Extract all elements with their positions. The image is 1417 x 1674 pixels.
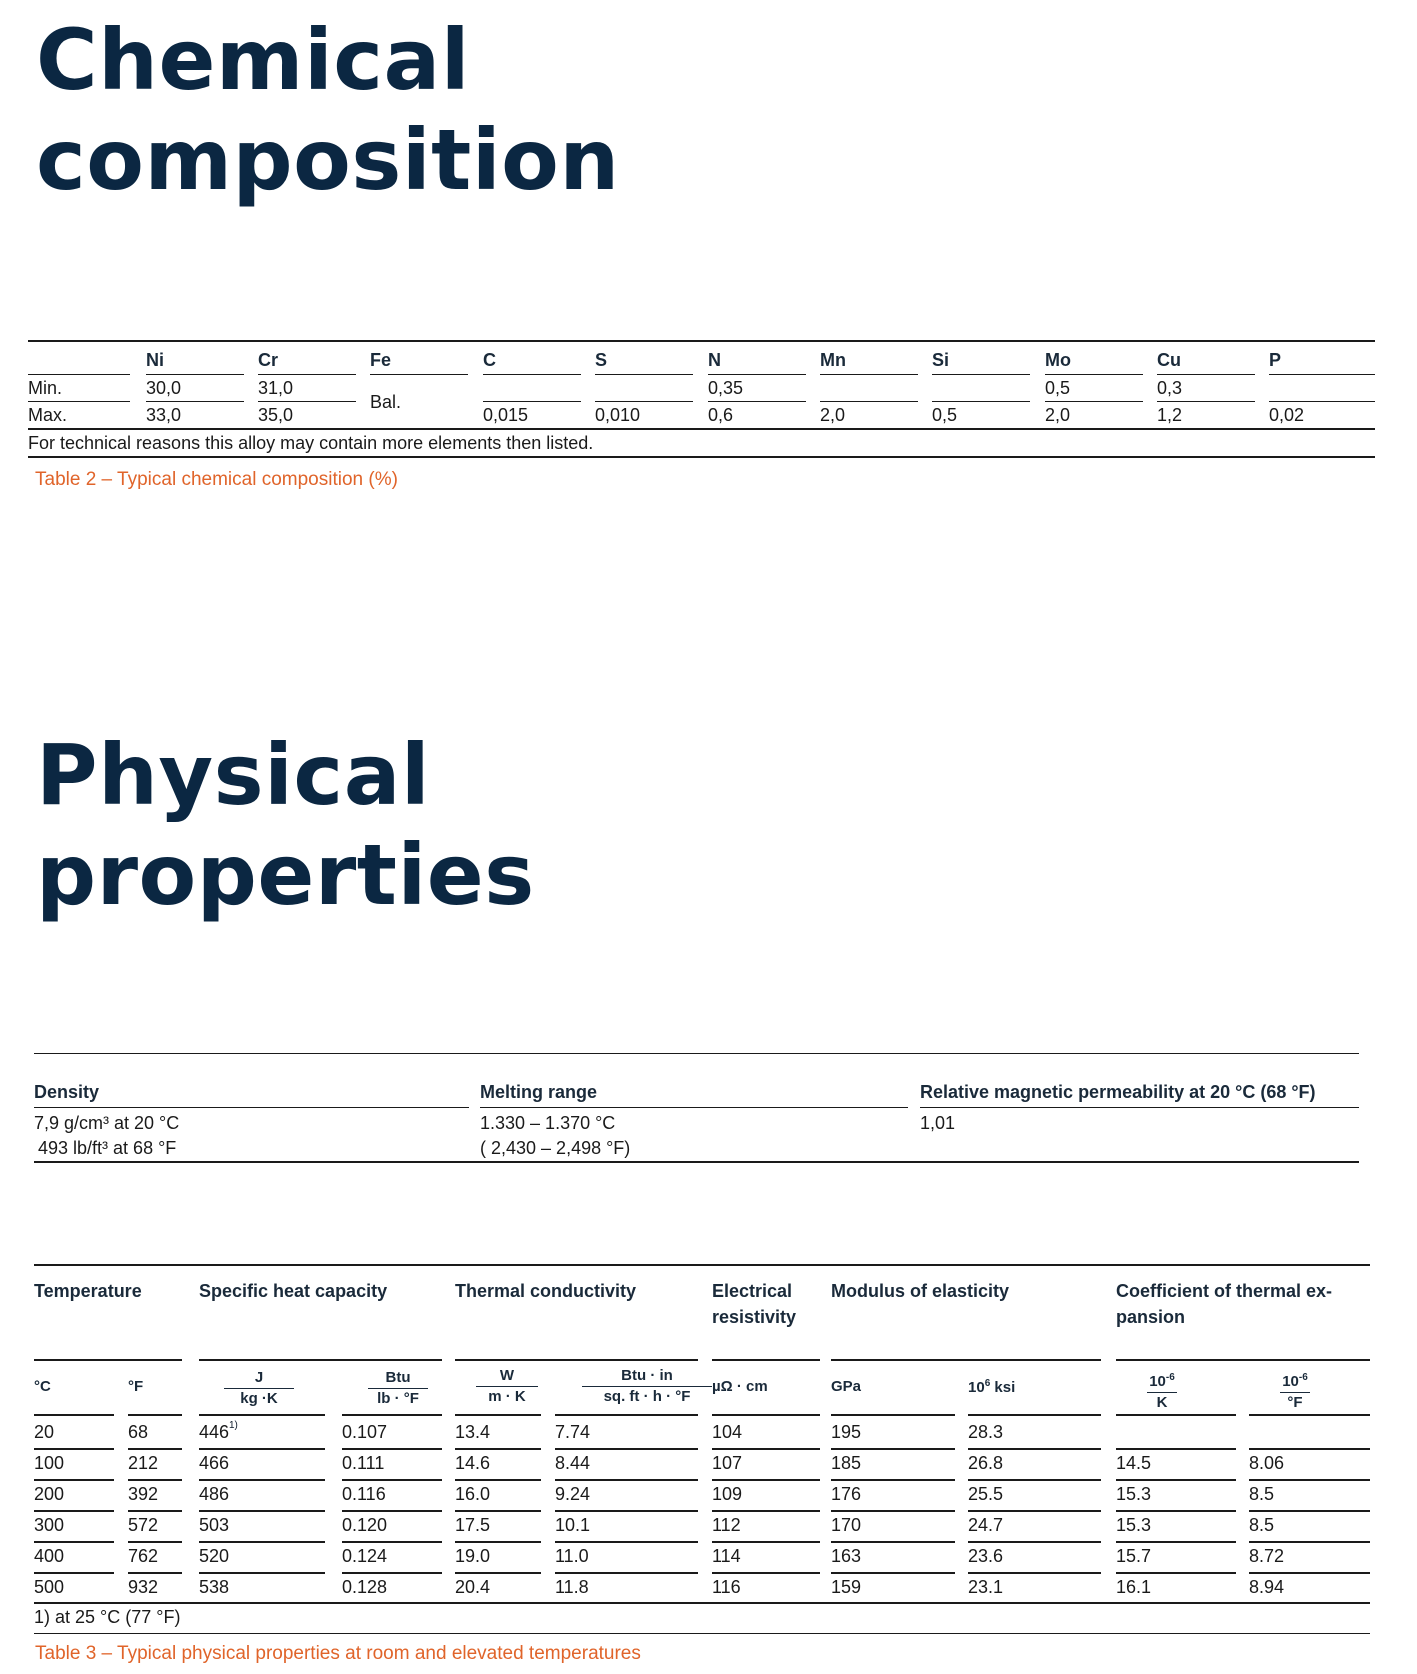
- unit-fahrenheit: °F: [128, 1378, 144, 1395]
- row-divider: [455, 1448, 541, 1450]
- header-electrical-resistivity-line1: Electrical: [712, 1281, 793, 1301]
- basic-physical-properties-table: [34, 1053, 1359, 1165]
- cell-c: 500: [34, 1577, 65, 1597]
- row-divider: [555, 1572, 698, 1574]
- header-thermal-expansion-line1: Coefficient of thermal ex-: [1116, 1281, 1333, 1301]
- row-divider: [968, 1572, 1101, 1574]
- cell-ef: 8.72: [1249, 1546, 1285, 1566]
- max-p: 0,02: [1269, 405, 1305, 425]
- row-divider: [34, 1510, 114, 1512]
- cell-gpa: 163: [831, 1546, 862, 1566]
- min-cu: 0,3: [1157, 378, 1183, 398]
- col-header-fe: Fe: [370, 350, 392, 370]
- cell-gpa: 185: [831, 1453, 862, 1473]
- max-n: 0,6: [708, 405, 734, 425]
- row-divider: [455, 1541, 541, 1543]
- row-divider: [1116, 1448, 1236, 1450]
- cell-ek: 15.3: [1116, 1484, 1152, 1504]
- row-divider: [128, 1572, 182, 1574]
- row-divider: [199, 1479, 325, 1481]
- row-divider: [1249, 1510, 1370, 1512]
- row-divider: [712, 1448, 820, 1450]
- cell-f: 762: [128, 1546, 159, 1566]
- row-divider: [342, 1448, 442, 1450]
- unit-btuin-per-sqfthf: [582, 1366, 712, 1407]
- row-divider: [199, 1448, 325, 1450]
- cell-j: 503: [199, 1515, 230, 1535]
- cell-ef: 8.5: [1249, 1484, 1275, 1504]
- cell-btu: 0.120: [342, 1515, 388, 1535]
- col-header-p: P: [1269, 350, 1282, 370]
- cell-gpa: 176: [831, 1484, 862, 1504]
- density-header: Density: [34, 1082, 100, 1102]
- row-divider: [34, 1448, 114, 1450]
- row-divider: [455, 1479, 541, 1481]
- max-ni: 33,0: [146, 405, 182, 425]
- col-header-mn: Mn: [820, 350, 846, 370]
- unit-expansion-k-exponent: -6: [1165, 1372, 1175, 1383]
- cell-f: 572: [128, 1515, 159, 1535]
- cell-j: 446: [199, 1422, 230, 1442]
- cell-w: 13.4: [455, 1422, 491, 1442]
- row-divider: [342, 1510, 442, 1512]
- unit-celsius: °C: [34, 1378, 51, 1395]
- max-cr: 35,0: [258, 405, 294, 425]
- unit-expansion-k-numerator: [1147, 1368, 1177, 1393]
- cell-c: 20: [34, 1422, 55, 1442]
- row-divider: [968, 1510, 1101, 1512]
- row-divider: [831, 1448, 955, 1450]
- row-divider: [1116, 1572, 1236, 1574]
- chemical-composition-title-line2: composition: [36, 111, 620, 209]
- permeability-header: Relative magnetic permeability at 20 °C (68 °F): [920, 1082, 1316, 1102]
- unit-btuin-denominator: sq. ft · h · °F: [603, 1388, 691, 1405]
- min-cr: 31,0: [258, 378, 294, 398]
- cell-btu: 0.128: [342, 1577, 388, 1597]
- unit-w-numerator: W: [476, 1366, 538, 1387]
- cell-gpa: 195: [831, 1422, 862, 1442]
- cell-ksi: 23.6: [968, 1546, 1004, 1566]
- row-divider: [968, 1448, 1101, 1450]
- cell-ek: 14.5: [1116, 1453, 1152, 1473]
- min-mo: 0,5: [1045, 378, 1071, 398]
- unit-expansion-k-denominator: K: [1156, 1394, 1168, 1411]
- cell-ksi: 23.1: [968, 1577, 1004, 1597]
- cell-j: 538: [199, 1577, 230, 1597]
- row-divider: [455, 1510, 541, 1512]
- cell-res: 107: [712, 1453, 743, 1473]
- row-divider: [342, 1572, 442, 1574]
- row-divider: [128, 1510, 182, 1512]
- max-cu: 1,2: [1157, 405, 1183, 425]
- cell-w: 16.0: [455, 1484, 491, 1504]
- table3-footnote: 1) at 25 °C (77 °F): [34, 1607, 181, 1627]
- unit-ksi: [968, 1378, 1015, 1396]
- row-divider: [342, 1479, 442, 1481]
- row-label-min: Min.: [28, 378, 63, 398]
- row-divider: [555, 1479, 698, 1481]
- row-divider: [128, 1448, 182, 1450]
- unit-microohm-cm: µΩ · cm: [712, 1378, 768, 1395]
- header-modulus-of-elasticity: Modulus of elasticity: [831, 1281, 1010, 1301]
- header-electrical-resistivity-line2: resistivity: [712, 1307, 797, 1327]
- row-divider: [34, 1541, 114, 1543]
- col-header-mo: Mo: [1045, 350, 1071, 370]
- unit-btuin-numerator: Btu · in: [582, 1366, 712, 1387]
- row-divider: [199, 1510, 325, 1512]
- unit-ksi-exponent: 6: [984, 1378, 991, 1389]
- footnote-marker: 1): [229, 1420, 238, 1431]
- row-divider: [342, 1541, 442, 1543]
- row-divider: [199, 1572, 325, 1574]
- physical-properties-table: [34, 1264, 1370, 1634]
- cell-w: 17.5: [455, 1515, 491, 1535]
- col-header-n: N: [708, 350, 721, 370]
- max-mo: 2,0: [1045, 405, 1071, 425]
- cell-res: 116: [712, 1577, 741, 1597]
- cell-ek: 15.7: [1116, 1546, 1152, 1566]
- row-divider: [555, 1541, 698, 1543]
- cell-f: 68: [128, 1422, 149, 1442]
- density-value-metric: 7,9 g/cm³ at 20 °C: [34, 1113, 180, 1133]
- cell-ksi: 28.3: [968, 1422, 1004, 1442]
- row-divider: [34, 1572, 114, 1574]
- unit-ksi-label: ksi: [990, 1379, 1016, 1396]
- unit-expansion-f-numerator: [1280, 1368, 1310, 1393]
- row-divider: [831, 1572, 955, 1574]
- table3-caption: Table 3 – Typical physical properties at room and elevated temperatures: [35, 1643, 641, 1664]
- cell-res: 104: [712, 1422, 743, 1442]
- cell-res: 112: [712, 1515, 741, 1535]
- row-divider: [128, 1541, 182, 1543]
- row-divider: [1116, 1510, 1236, 1512]
- unit-expansion-f-base: 10: [1282, 1373, 1299, 1390]
- cell-btuin: 8.44: [555, 1453, 591, 1473]
- unit-expansion-per-k: [1147, 1368, 1177, 1413]
- unit-expansion-per-f: [1280, 1368, 1310, 1413]
- row-label-max: Max.: [28, 405, 68, 425]
- header-temperature: Temperature: [34, 1281, 142, 1301]
- cell-j: 520: [199, 1546, 230, 1566]
- row-divider: [712, 1541, 820, 1543]
- cell-c: 100: [34, 1453, 65, 1473]
- unit-btu-numerator: Btu: [368, 1368, 428, 1389]
- unit-expansion-k-base: 10: [1149, 1373, 1166, 1390]
- cell-ksi: 24.7: [968, 1515, 1004, 1535]
- cell-c: 200: [34, 1484, 65, 1504]
- row-divider: [1249, 1541, 1370, 1543]
- max-mn: 2,0: [820, 405, 846, 425]
- row-divider: [555, 1510, 698, 1512]
- row-divider: [968, 1541, 1101, 1543]
- header-thermal-conductivity: Thermal conductivity: [455, 1281, 637, 1301]
- row-divider: [712, 1479, 820, 1481]
- row-divider: [1116, 1479, 1236, 1481]
- table2-caption: Table 2 – Typical chemical composition (%): [35, 469, 398, 490]
- melting-range-header: Melting range: [480, 1082, 598, 1102]
- col-header-si: Si: [932, 350, 950, 370]
- row-divider: [712, 1572, 820, 1574]
- header-specific-heat-capacity: Specific heat capacity: [199, 1281, 388, 1301]
- cell-ek: 16.1: [1116, 1577, 1152, 1597]
- chemical-composition-title-line1: Chemical: [36, 11, 471, 109]
- unit-gpa: GPa: [831, 1378, 862, 1395]
- melting-range-celsius: 1.330 – 1.370 °C: [480, 1113, 616, 1133]
- row-divider: [1249, 1572, 1370, 1574]
- cell-btuin: 9.24: [555, 1484, 591, 1504]
- unit-j-numerator: J: [224, 1368, 294, 1389]
- cell-ek: 15.3: [1116, 1515, 1152, 1535]
- row-divider: [712, 1510, 820, 1512]
- cell-ef: 8.5: [1249, 1515, 1275, 1535]
- cell-j: 466: [199, 1453, 230, 1473]
- row-divider: [1116, 1541, 1236, 1543]
- unit-w-per-mk: [476, 1366, 538, 1407]
- max-c: 0,015: [483, 405, 529, 425]
- cell-f: 932: [128, 1577, 159, 1597]
- row-divider: [1249, 1479, 1370, 1481]
- unit-j-per-kgk: [224, 1368, 294, 1409]
- cell-f: 212: [128, 1453, 159, 1473]
- unit-expansion-f-denominator: °F: [1287, 1394, 1303, 1411]
- cell-btuin: 10.1: [555, 1515, 591, 1535]
- cell-c: 300: [34, 1515, 65, 1535]
- cell-j: 486: [199, 1484, 230, 1504]
- row-divider: [128, 1479, 182, 1481]
- row-divider: [831, 1479, 955, 1481]
- unit-btu-denominator: lb · °F: [377, 1390, 419, 1407]
- cell-ef: 8.94: [1249, 1577, 1285, 1597]
- row-divider: [831, 1541, 955, 1543]
- col-header-s: S: [595, 350, 608, 370]
- row-divider: [831, 1510, 955, 1512]
- cell-ksi: 26.8: [968, 1453, 1004, 1473]
- row-divider: [555, 1448, 698, 1450]
- max-si: 0,5: [932, 405, 958, 425]
- col-header-cr: Cr: [258, 350, 279, 370]
- table2-note: For technical reasons this alloy may contain more elements then listed.: [28, 433, 594, 453]
- cell-btuin: 11.8: [555, 1577, 589, 1597]
- chemical-composition-table: [28, 340, 1375, 460]
- row-divider: [199, 1541, 325, 1543]
- cell-btuin: 11.0: [555, 1546, 589, 1566]
- cell-w: 19.0: [455, 1546, 491, 1566]
- cell-btu: 0.116: [342, 1484, 386, 1504]
- physical-properties-title-line1: Physical: [36, 726, 431, 824]
- cell-w: 14.6: [455, 1453, 491, 1473]
- cell-gpa: 170: [831, 1515, 862, 1535]
- cell-btu: 0.124: [342, 1546, 388, 1566]
- col-header-ni: Ni: [146, 350, 164, 370]
- max-s: 0,010: [595, 405, 641, 425]
- cell-w: 20.4: [455, 1577, 491, 1597]
- row-divider: [1249, 1448, 1370, 1450]
- min-n: 0,35: [708, 378, 744, 398]
- cell-ef: 8.06: [1249, 1453, 1285, 1473]
- cell-c: 400: [34, 1546, 65, 1566]
- row-divider: [968, 1479, 1101, 1481]
- cell-gpa: 159: [831, 1577, 862, 1597]
- physical-properties-title-line2: properties: [36, 826, 535, 924]
- row-divider: [455, 1572, 541, 1574]
- cell-ksi: 25.5: [968, 1484, 1004, 1504]
- unit-j-denominator: kg ·K: [240, 1390, 278, 1407]
- cell-btuin: 7.74: [555, 1422, 591, 1442]
- cell-res: 114: [712, 1546, 741, 1566]
- cell-res: 109: [712, 1484, 743, 1504]
- cell-btu: 0.107: [342, 1422, 388, 1442]
- row-divider: [34, 1479, 114, 1481]
- melting-range-fahrenheit: ( 2,430 – 2,498 °F): [480, 1138, 631, 1158]
- unit-w-denominator: m · K: [488, 1388, 526, 1405]
- cell-btu: 0.111: [342, 1453, 385, 1473]
- permeability-value: 1,01: [920, 1113, 956, 1133]
- col-header-cu: Cu: [1157, 350, 1181, 370]
- header-thermal-expansion-line2: pansion: [1116, 1307, 1186, 1327]
- min-ni: 30,0: [146, 378, 182, 398]
- cell-f: 392: [128, 1484, 159, 1504]
- unit-btu-per-lbf: [368, 1368, 428, 1409]
- col-header-c: C: [483, 350, 496, 370]
- fe-balance: Bal.: [370, 392, 402, 412]
- unit-ksi-base: 10: [968, 1379, 985, 1396]
- density-value-imperial: 493 lb/ft³ at 68 °F: [38, 1138, 177, 1158]
- unit-expansion-f-exponent: -6: [1298, 1372, 1308, 1383]
